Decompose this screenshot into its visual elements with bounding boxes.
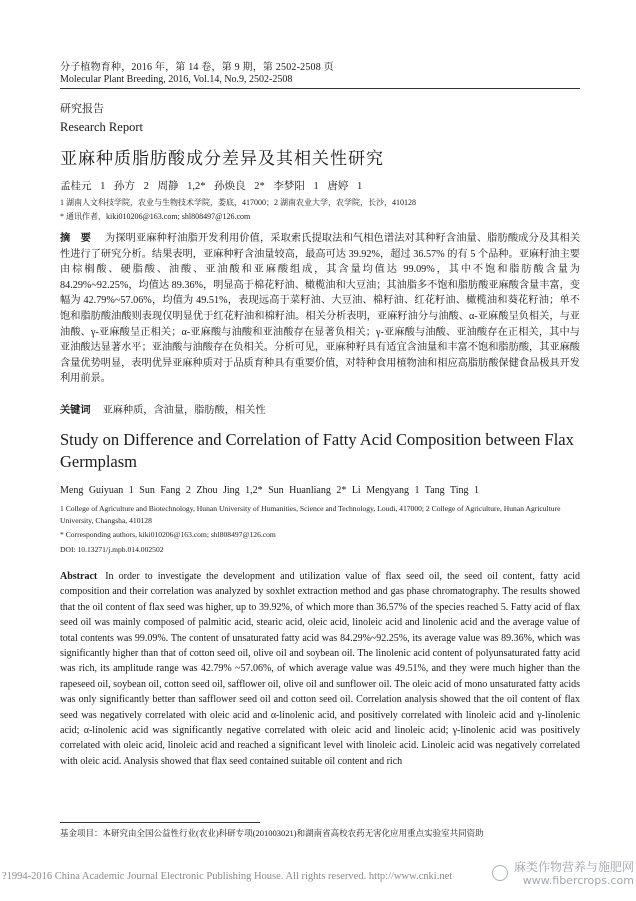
watermark xyxy=(508,860,634,888)
watermark-url: www.fibercrops.com xyxy=(522,874,634,887)
paper-title-en: Study on Difference and Correlation of Fatty Acid Composition between Flax Germplasm xyxy=(60,430,574,471)
keywords-label-cn: 关键词 xyxy=(60,405,91,416)
corresponding-author-cn: * 通讯作者，kiki010206@163.com; shl808497@126.com xyxy=(60,212,251,221)
keywords-text-cn: 亚麻种质，含油量，脂肪酸，相关性 xyxy=(102,405,266,416)
journal-citation-en: Molecular Plant Breeding, 2016, Vol.14, No.9, 2502-2508 xyxy=(60,74,293,85)
paper-title-cn: 亚麻种质脂肪酸成分差异及其相关性研究 xyxy=(60,149,384,168)
journal-citation-cn: 分子植物育种，2016 年，第 14 卷，第 9 期，第 2502-2508 页 xyxy=(60,62,334,73)
abstract-label-en: Abstract xyxy=(60,571,98,582)
abstract-text-en: In order to investigate the development and utilization value of flax seed oil, the seed oil content, fatty acid composition and their correlation was analyzed by soxhlet extraction method and gas phase chromatography. The results showed that the oil content of flax seed was higher, up to 39.92%, of which more than 36.57% of the species reached 5. Fatty acid of flax seed oil was mainly composed of palmitic acid, stearic acid, oleic acid, linoleic acid and linolenic acid and the average value of total contents was 99.09%. The content of unsaturated fatty acid was 84.29%~92.25%, its average value was 89.36%, which was significantly higher than that of cotton seed oil, olive oil and soybean oil. The linolenic acid content of polyunsaturated fatty acid was rich, its amplitude range was 42.79% ~57.06%, of which average value was 49.51%, and they were much higher than the rapeseed oil, soybean oil, cotton seed oil, safflower oil, olive oil and sunflower oil. The oleic acid of mono unsaturated fatty acids was only significantly better than safflower seed oil and cotton seed oil. Correlation analysis showed that the oil content of flax seed was negatively correlated with oleic acid and α-linolenic acid, and positively correlated with linoleic acid and γ-linolenic acid; α-linolenic acid was significantly negative correlated with oleic acid and linoleic acid; γ-linolenic acid was positively correlated with oleic acid, linoleic acid and reached a significant level with linoleic acid. Linoleic acid was negatively correlated with oleic acid. Analysis showed that flax seed contained suitable oil content and rich xyxy=(60,571,580,767)
doi: DOI: 10.13271/j.mpb.014.002502 xyxy=(60,545,164,554)
affiliation-en: 1 College of Agriculture and Biotechnology, Hunan University of Humanities, Science and Technology, Loudi, 417000; 2 College of Agriculture, Hunan Agriculture University, Changsha, 410128 xyxy=(60,504,561,525)
copyright-notice: ?1994-2016 China Academic Journal Electronic Publishing House. All rights reserved. http://www.cnki.net xyxy=(2,871,453,882)
header-rule xyxy=(60,88,580,89)
abstract-en xyxy=(60,569,580,769)
section-label-en: Research Report xyxy=(60,120,143,134)
abstract-text-cn: 为探明亚麻种籽油脂开发利用价值，采取索氏提取法和气相色谱法对其种籽含油量、脂肪酸成分及其相关性进行了研究分析。结果表明，亚麻种籽含油量较高，最高可达 39.92%，超过 36.57% 的有 5 个品种。亚麻籽油主要由棕榈酸、硬脂酸、油酸、亚油酸和亚麻酸组成，其含量均值达 99.09%，其中不饱和脂肪酸含量为 84.29%~92.25%，均值达 89.36%，明显高于棉花籽油、橄榄油和大豆油；其油脂多不饱和脂肪酸亚麻酸含量丰富，变幅为 42.79%~57.06%，均值为 49.51%，表现远高于菜籽油、大豆油、棉籽油、红花籽油、橄榄油和葵花籽油；单不饱和脂肪酸油酸则表现仅明显优于红花籽油和棉籽油。相关分析表明，亚麻籽油分与油酸、α-亚麻酸呈负相关，与亚油酸、γ-亚麻酸呈正相关；α-亚麻酸与油酸和亚油酸存在显著负相关；γ-亚麻酸与油酸、亚油酸存在正相关，其中与亚油酸达显著水平；亚油酸与油酸存在负相关。分析可见，亚麻种籽具有适宜含油量和丰富不饱和脂肪酸，其亚麻酸含量优势明显，表明优异亚麻种质对于品质育种具有重要价值，对特种食用植物油和相应高脂肪酸保健食品极具开发利用前景。 xyxy=(60,233,581,385)
authors-en: Meng Guiyuan 1 Sun Fang 2 Zhou Jing 1,2* Sun Huanliang 2* Li Mengyang 1 Tang Ting 1 xyxy=(60,485,480,496)
authors-cn: 孟桂元 1 孙方 2 周静 1,2* 孙焕良 2* 李梦阳 1 唐婷 1 xyxy=(60,181,363,192)
corresponding-author-en: * Corresponding authors, kiki010206@163.com; shl808497@126.com xyxy=(60,530,276,539)
footnote-rule xyxy=(60,822,260,823)
affiliation-cn: 1 湖南人文科技学院，农业与生物技术学院，娄底，417000；2 湖南农业大学，农学院，长沙，410128 xyxy=(60,198,416,207)
funding-note: 基金项目：本研究由全国公益性行业(农业)科研专项(201003021)和湖南省高校农药无害化应用重点实验室共同资助 xyxy=(60,828,484,838)
watermark-text-cn: 麻类作物营养与施肥网 xyxy=(513,860,634,874)
abstract-label-cn: 摘 要 xyxy=(60,233,91,244)
keywords-cn xyxy=(60,401,266,416)
section-label-cn: 研究报告 xyxy=(60,103,104,115)
watermark-logo-icon xyxy=(492,865,508,881)
abstract-cn xyxy=(60,231,580,387)
